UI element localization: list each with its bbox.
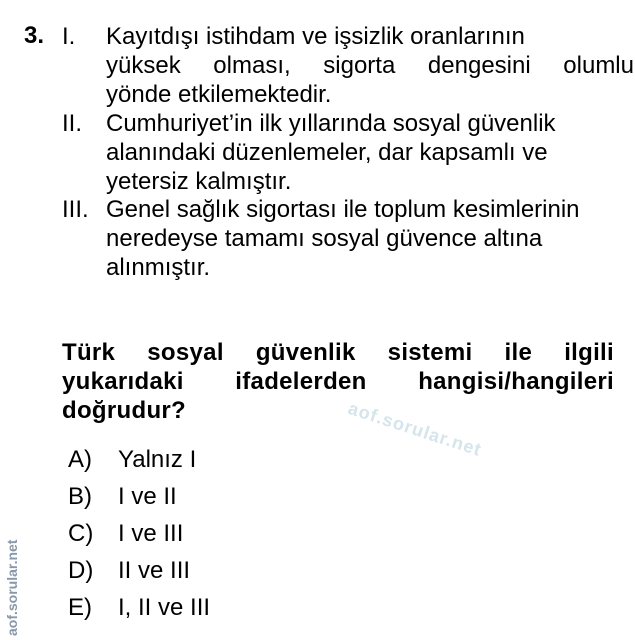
option-letter: C) — [68, 520, 94, 547]
statement-text — [106, 22, 634, 109]
statement-text — [106, 195, 634, 282]
statement-roman: III. — [62, 196, 89, 223]
option-text: Yalnız I — [118, 446, 197, 473]
statement-line: neredeyse tamamı sosyal güvence altına — [106, 225, 543, 252]
prompt-line: yukarıdaki ifadelerden hangisi/hangileri — [62, 368, 614, 395]
statement-line: Cumhuriyet’in ilk yıllarında sosyal güvenlik — [106, 110, 556, 137]
statement-text — [106, 109, 634, 196]
option-text: II ve III — [118, 557, 191, 584]
option-text: I, II ve III — [118, 594, 211, 621]
option-text: I ve III — [118, 520, 184, 547]
statement-roman: II. — [62, 110, 83, 137]
question-number: 3. — [24, 22, 45, 49]
option-letter: B) — [68, 483, 92, 510]
statement-line: yönde etkilemektedir. — [106, 81, 332, 108]
statement-line: Kayıtdışı istihdam ve işsizlik oranlarının — [106, 23, 525, 50]
statement-line: yetersiz kalmıştır. — [106, 168, 292, 195]
question-prompt — [62, 338, 614, 425]
prompt-line: Türk sosyal güvenlik sistemi ile ilgili — [62, 339, 614, 366]
watermark-side: aof.sorular.net — [4, 539, 20, 636]
watermark-center: aof.sorular.net — [345, 398, 485, 460]
option-letter: E) — [68, 594, 92, 621]
statement-line: Genel sağlık sigortası ile toplum kesimlerinin — [106, 196, 580, 223]
statement-line: alanındaki düzenlemeler, dar kapsamlı ve — [106, 139, 548, 166]
prompt-line: doğrudur? — [62, 397, 187, 424]
statement-line: alınmıştır. — [106, 254, 211, 281]
option-letter: D) — [68, 557, 94, 584]
statement-roman: I. — [62, 23, 76, 50]
statement-line: yüksek olması, sigorta dengesini olumlu — [106, 52, 634, 79]
option-text: I ve II — [118, 483, 177, 510]
option-letter: A) — [68, 446, 92, 473]
